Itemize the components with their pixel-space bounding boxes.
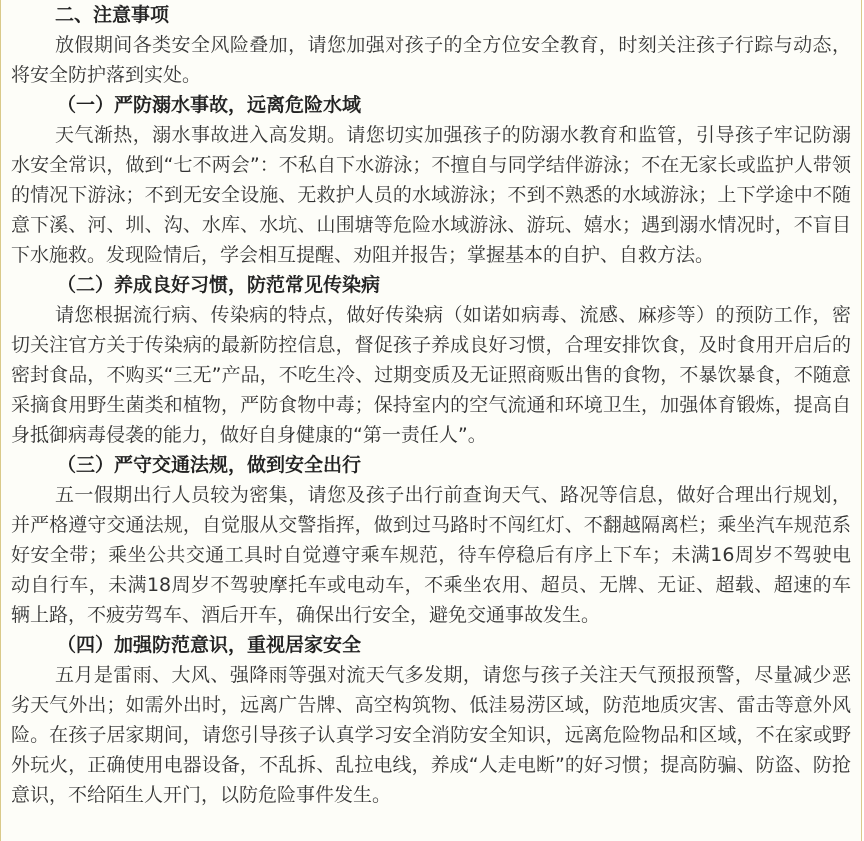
paragraph-disease: 请您根据流行病、传染病的特点，做好传染病（如诺如病毒、流感、麻疹等）的预防工作，密切关注官方关于传染病的最新防控信息，督促孩子养成良好习惯，合理安排饮食，及时食用开启后的密封食品，不购买“三无”产品，不吃生冷、过期变质及无证照商贩出售的食物，不暴饮暴食，不随意采摘食用野生菌类和植物，严防食物中毒；保持室内的空气流通和环境卫生，加强体育锻炼，提高自身抵御病毒侵袭的能力，做好自身健康的“第一责任人”。: [11, 304, 851, 446]
heading-disease: （二）养成良好习惯，防范常见传染病: [57, 274, 381, 296]
intro-paragraph: 放假期间各类安全风险叠加，请您加强对孩子的全方位安全教育，时刻关注孩子行踪与动态，将安全防护落到实处。: [11, 34, 851, 86]
section-title: 二、注意事项: [55, 4, 170, 26]
paragraph-home-safety: 五月是雷雨、大风、强降雨等强对流天气多发期，请您与孩子关注天气预报预警，尽量减少恶劣天气外出；如需外出时，远离广告牌、高空构筑物、低洼易涝区域，防范地质灾害、雷击等意外风险。在孩子居家期间，请您引导孩子认真学习安全消防安全知识，远离危险物品和区域，不在家或野外玩火，正确使用电器设备，不乱拆、乱拉电线，养成“人走电断”的好习惯；提高防骗、防盗、防抢意识，不给陌生人开门，以防危险事件发生。: [11, 664, 851, 806]
paragraph-drowning: 天气渐热，溺水事故进入高发期。请您切实加强孩子的防溺水教育和监管，引导孩子牢记防溺水安全常识，做到“七不两会”：不私自下水游泳；不擅自与同学结伴游泳；不在无家长或监护人带领的情况下游泳；不到无安全设施、无救护人员的水域游泳；不到不熟悉的水域游泳；上下学途中不随意下溪、河、圳、沟、水库、水坑、山围塘等危险水域游泳、游玩、嬉水；遇到溺水情况时，不盲目下水施救。发现险情后，学会相互提醒、劝阻并报告；掌握基本的自护、自救方法。: [11, 124, 851, 266]
heading-home-safety: （四）加强防范意识，重视居家安全: [57, 634, 362, 656]
paragraph-traffic: 五一假期出行人员较为密集，请您及孩子出行前查询天气、路况等信息，做好合理出行规划，并严格遵守交通法规，自觉服从交警指挥，做到过马路时不闯红灯、不翻越隔离栏；乘坐汽车规范系好安全带；乘坐公共交通工具时自觉遵守乘车规范，待车停稳后有序上下车；未满16周岁不驾驶电动自行车，未满18周岁不驾驶摩托车或电动车，不乘坐农用、超员、无牌、无证、超载、超速的车辆上路，不疲劳驾车、酒后开车，确保出行安全，避免交通事故发生。: [11, 484, 851, 626]
heading-traffic: （三）严守交通法规，做到安全出行: [57, 454, 362, 476]
heading-drowning: （一）严防溺水事故，远离危险水域: [57, 94, 362, 116]
